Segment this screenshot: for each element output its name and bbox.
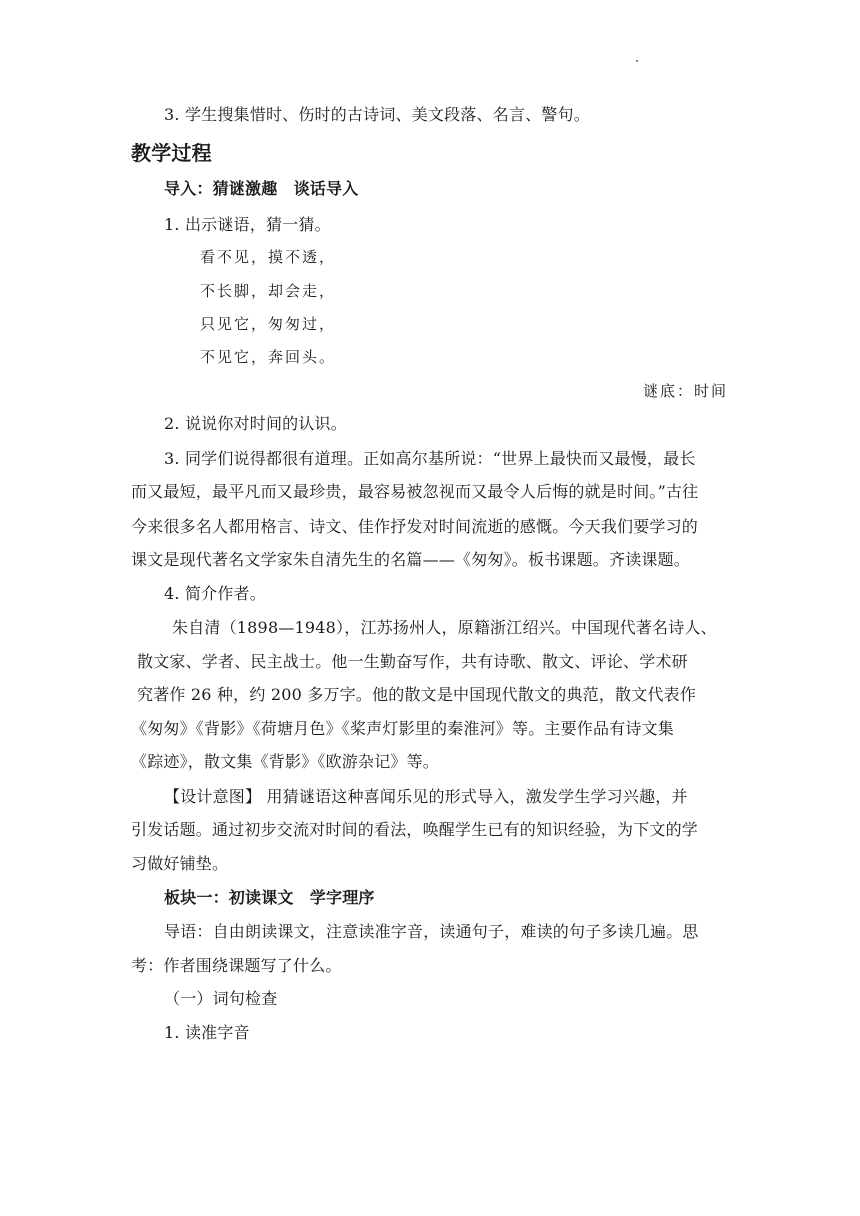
section-heading: 教学过程 [131,141,212,165]
author-bio-line-2: 散文家、学者、民主战士。他一生勤奋写作，共有诗歌、散文、评论、学术研 [137,652,688,671]
author-bio-line-5: 《踪迹》，散文集《背影》《欧游杂记》等。 [131,752,440,771]
block-one-heading: 板块一：初读课文 学字理序 [164,888,375,907]
riddle-line-2: 不长脚，却会走， [200,282,337,300]
design-intent-line-2: 引发话题。通过初步交流对时间的看法，唤醒学生已有的知识经验，为下文的学 [131,820,699,839]
guide-line-1: 导语：自由朗读课文，注意读准字音，读通句子，难读的句子多读几遍。思 [164,922,699,941]
intro-heading: 导入：猜谜激趣 谈话导入 [164,179,359,198]
header-dot [636,60,638,62]
subsection-word-check: （一）词句检查 [164,989,278,1008]
intro-step-3-line-4: 课文是现代著名文学家朱自清先生的名篇——《匆匆》。板书课题。齐读课题。 [131,550,691,569]
intro-step-2: 2. 说说你对时间的认识。 [164,414,347,433]
author-bio-line-1: 朱自清（1898—1948），江苏扬州人，原籍浙江绍兴。中国现代著名诗人、 [172,618,717,637]
intro-step-4: 4. 简介作者。 [164,584,266,603]
intro-step-3-line-2: 而又最短，最平凡而又最珍贵，最容易被忽视而又最令人后悔的就是时间。”古往 [131,482,699,501]
guide-line-2: 考：作者围绕课题写了什么。 [131,956,342,975]
riddle-line-1: 看不见，摸不透， [200,248,337,266]
intro-step-3-line-3: 今来很多名人都用格言、诗文、佳作抒发对时间流逝的感慨。今天我们要学习的 [131,517,699,536]
intro-step-1: 1. 出示谜语，猜一猜。 [164,215,331,234]
riddle-line-4: 不见它，奔回头。 [200,348,337,366]
riddle-answer: 谜底：时间 [643,382,729,400]
design-intent-line-1: 【设计意图】 用猜谜语这种喜闻乐见的形式导入，激发学生学习兴趣，并 [164,787,688,806]
prep-item-3: 3. 学生搜集惜时、伤时的古诗词、美文段落、名言、警句。 [164,105,590,124]
author-bio-line-4: 《匆匆》《背影》《荷塘月色》《桨声灯影里的秦淮河》等。主要作品有诗文集 [131,719,675,738]
intro-step-3-line-1: 3. 同学们说得都很有道理。正如高尔基所说：“世界上最快而又最慢，最长 [164,449,696,468]
author-bio-line-3: 究著作 26 种，约 200 多万字。他的散文是中国现代散文的典范，散文代表作 [137,685,697,704]
design-intent-line-3: 习做好铺垫。 [131,854,229,873]
riddle-line-3: 只见它，匆匆过， [200,315,337,333]
step-read-pronunciation: 1. 读准字音 [164,1023,250,1042]
